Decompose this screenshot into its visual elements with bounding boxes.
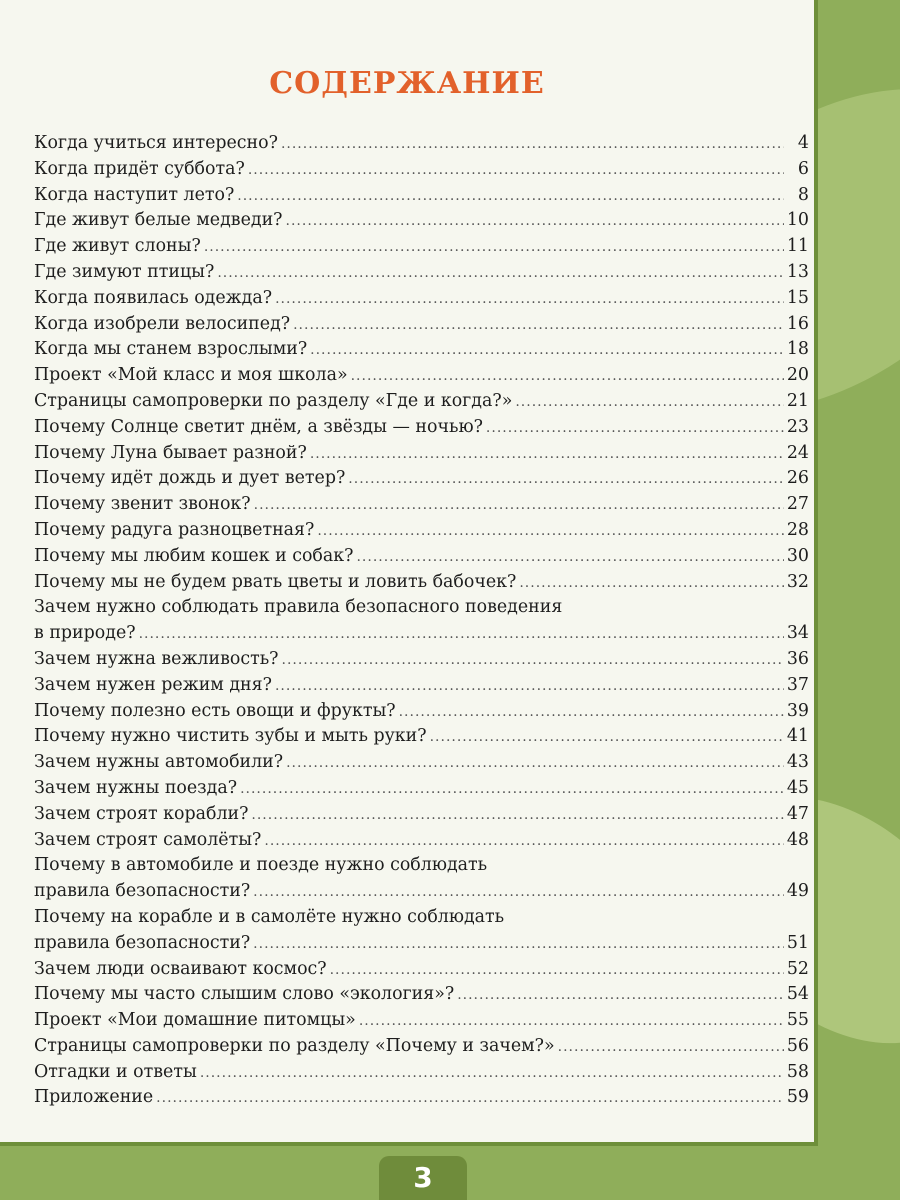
dot-leader: [237, 184, 784, 210]
dot-leader: [282, 648, 784, 674]
dot-leader: [430, 725, 784, 751]
toc-entry-title: Приложение: [34, 1087, 154, 1108]
toc-entry-page: 47: [786, 803, 809, 824]
toc-entry-page: 43: [786, 752, 809, 773]
toc-entry-page: 18: [786, 339, 809, 360]
toc-entry[interactable]: [34, 931, 809, 957]
toc-entry[interactable]: [34, 1060, 809, 1086]
page-number: 3: [379, 1156, 467, 1200]
toc-entry-title: Когда изобрели велосипед?: [34, 313, 291, 334]
toc-entry-title: Зачем нужно соблюдать правила безопасного поведения: [34, 597, 563, 618]
page-title: СОДЕРЖАНИЕ: [269, 66, 545, 101]
toc-entry-page: 37: [786, 674, 809, 695]
dot-leader: [275, 287, 784, 313]
toc-entry-page: 32: [786, 571, 809, 592]
toc-entry[interactable]: [34, 208, 809, 234]
toc-entry-title: Зачем строят корабли?: [34, 803, 249, 824]
dot-leader: [139, 622, 784, 648]
toc-entry-page: 8: [797, 184, 809, 205]
toc-entry-page: 36: [786, 648, 809, 669]
dot-leader: [486, 416, 784, 442]
toc-entry-page: 11: [786, 236, 809, 257]
toc-entry[interactable]: [34, 905, 809, 931]
toc-entry[interactable]: [34, 234, 809, 260]
toc-entry-title: Почему мы не будем рвать цветы и ловить бабочек?: [34, 571, 517, 592]
toc-entry-title: Почему Солнце светит днём, а звёзды — ночью?: [34, 416, 483, 437]
toc-entry-page: 52: [786, 958, 809, 979]
dot-leader: [286, 751, 784, 777]
toc-entry-page: 59: [786, 1087, 809, 1108]
toc-entry-title: Почему нужно чистить зубы и мыть руки?: [34, 726, 427, 747]
dot-leader: [281, 132, 784, 158]
dot-leader: [356, 545, 783, 571]
toc-entry-title: Почему мы часто слышим слово «экология»?: [34, 984, 455, 1005]
toc-entry-title: Зачем нужна вежливость?: [34, 648, 279, 669]
toc-entry[interactable]: [34, 828, 809, 854]
dot-leader: [399, 700, 784, 726]
toc-entry[interactable]: [34, 1085, 809, 1111]
toc-entry-page: 54: [786, 984, 809, 1005]
toc-entry[interactable]: [34, 621, 809, 647]
toc-entry-title: Почему Луна бывает разной?: [34, 442, 307, 463]
toc-entry-page: 26: [786, 468, 809, 489]
toc-entry-title: Где живут слоны?: [34, 236, 201, 257]
toc-entry-title: Зачем нужны автомобили?: [34, 752, 284, 773]
toc-entry-title: Почему идёт дождь и дует ветер?: [34, 468, 346, 489]
toc-entry-page: 49: [786, 881, 809, 902]
toc-entry[interactable]: [34, 982, 809, 1008]
dot-leader: [558, 1035, 784, 1061]
toc-entry-page: 20: [786, 365, 809, 386]
toc-entry[interactable]: [34, 750, 809, 776]
toc-entry-page: 28: [786, 519, 809, 540]
toc-entry[interactable]: [34, 1008, 809, 1034]
toc-entry-page: 13: [786, 261, 809, 282]
dot-leader: [254, 493, 784, 519]
dot-leader: [310, 338, 784, 364]
dot-leader: [200, 1061, 784, 1087]
dot-leader: [217, 261, 784, 287]
toc-entry-page: 23: [786, 416, 809, 437]
dot-leader: [156, 1086, 784, 1112]
toc-entry-page: 16: [786, 313, 809, 334]
toc-entry[interactable]: [34, 879, 809, 905]
toc-entry[interactable]: [34, 853, 809, 879]
dot-leader: [457, 983, 784, 1009]
toc-entry-page: 48: [786, 829, 809, 850]
toc-entry[interactable]: [34, 260, 809, 286]
toc-entry[interactable]: [34, 802, 809, 828]
toc-entry[interactable]: [34, 183, 809, 209]
dot-leader: [204, 235, 784, 261]
dot-leader: [330, 958, 784, 984]
dot-leader: [286, 209, 784, 235]
toc-entry-title: в природе?: [34, 623, 136, 644]
toc-entry-title: Почему мы любим кошек и собак?: [34, 545, 354, 566]
toc-entry[interactable]: [34, 595, 809, 621]
toc-entry-page: 15: [786, 287, 809, 308]
toc-entry[interactable]: [34, 647, 809, 673]
toc-entry-page: 4: [797, 133, 809, 153]
toc-entry-title: Где зимуют птицы?: [34, 261, 215, 282]
toc-entry[interactable]: [34, 312, 809, 338]
toc-entry-page: 21: [786, 390, 809, 411]
toc-entry-title: Почему радуга разноцветная?: [34, 519, 315, 540]
dot-leader: [317, 519, 784, 545]
toc-entry-title: Зачем нужен режим дня?: [34, 674, 272, 695]
toc-entry[interactable]: [34, 466, 809, 492]
dot-leader: [515, 390, 784, 416]
toc-entry-page: 45: [786, 777, 809, 798]
dot-leader: [348, 467, 784, 493]
toc-entry-title: Почему на корабле и в самолёте нужно соблюдать: [34, 906, 505, 927]
dot-leader: [310, 442, 784, 468]
toc-entry[interactable]: [34, 337, 809, 363]
dot-leader: [351, 364, 784, 390]
toc-entry-page: 24: [786, 442, 809, 463]
toc-entry[interactable]: [34, 492, 809, 518]
toc-entry[interactable]: [34, 776, 809, 802]
toc-entry-page: 6: [797, 158, 809, 179]
dot-leader: [248, 158, 784, 184]
toc-entry[interactable]: [34, 363, 809, 389]
toc-entry-title: Отгадки и ответы: [34, 1061, 197, 1082]
toc-entry-page: 39: [786, 700, 809, 721]
toc-entry-title: Страницы самопроверки по разделу «Где и когда?»: [34, 390, 513, 411]
toc-entry[interactable]: [34, 131, 809, 157]
toc-entry-title: Почему звенит звонок?: [34, 494, 251, 515]
toc-entry-page: 55: [786, 1010, 809, 1031]
toc-entry-title: Зачем люди осваивают космос?: [34, 958, 327, 979]
toc-entry-page: 41: [786, 726, 809, 747]
toc-entry-page: 58: [786, 1061, 809, 1082]
dot-leader: [275, 674, 784, 700]
toc-entry-page: 27: [786, 494, 809, 515]
toc-entry-title: Проект «Мои домашние питомцы»: [34, 1010, 356, 1031]
toc-entry[interactable]: [34, 415, 809, 441]
toc-entry-title: Когда придёт суббота?: [34, 158, 245, 179]
table-of-contents: [34, 131, 809, 1111]
toc-entry-title: Почему полезно есть овощи и фрукты?: [34, 700, 396, 721]
dot-leader: [359, 1009, 784, 1035]
toc-entry[interactable]: [34, 724, 809, 750]
dot-leader: [253, 880, 784, 906]
toc-entry-title: Зачем нужны поезда?: [34, 777, 238, 798]
toc-entry-title: Когда учиться интересно?: [34, 133, 278, 153]
toc-entry[interactable]: [34, 518, 809, 544]
toc-entry-title: Почему в автомобиле и поезде нужно соблюдать: [34, 855, 488, 876]
toc-entry-title: правила безопасности?: [34, 881, 251, 902]
dot-leader: [251, 803, 783, 829]
toc-entry[interactable]: [34, 286, 809, 312]
toc-entry[interactable]: [34, 699, 809, 725]
toc-entry[interactable]: [34, 544, 809, 570]
toc-entry[interactable]: [34, 389, 809, 415]
toc-entry-title: правила безопасности?: [34, 932, 251, 953]
toc-entry-page: 51: [786, 932, 809, 953]
toc-entry[interactable]: [34, 1034, 809, 1060]
toc-entry[interactable]: [34, 570, 809, 596]
toc-entry-title: Проект «Мой класс и моя школа»: [34, 365, 348, 386]
toc-entry-title: Когда наступит лето?: [34, 184, 235, 205]
dot-leader: [519, 571, 784, 597]
toc-entry[interactable]: [34, 673, 809, 699]
toc-entry-page: 56: [786, 1035, 809, 1056]
dot-leader: [264, 829, 783, 855]
toc-entry-title: Зачем строят самолёты?: [34, 829, 262, 850]
dot-leader: [293, 313, 784, 339]
toc-entry-page: 34: [786, 623, 809, 644]
toc-entry-title: Когда появилась одежда?: [34, 287, 273, 308]
toc-entry-page: 10: [786, 210, 809, 231]
dot-leader: [240, 777, 784, 803]
dot-leader: [253, 932, 784, 958]
toc-entry[interactable]: [34, 957, 809, 983]
toc-entry-page: 30: [786, 545, 809, 566]
toc-entry-title: Где живут белые медведи?: [34, 210, 283, 231]
toc-entry[interactable]: [34, 441, 809, 467]
toc-entry-title: Страницы самопроверки по разделу «Почему и зачем?»: [34, 1035, 555, 1056]
toc-entry[interactable]: [34, 157, 809, 183]
toc-entry-title: Когда мы станем взрослыми?: [34, 339, 308, 360]
